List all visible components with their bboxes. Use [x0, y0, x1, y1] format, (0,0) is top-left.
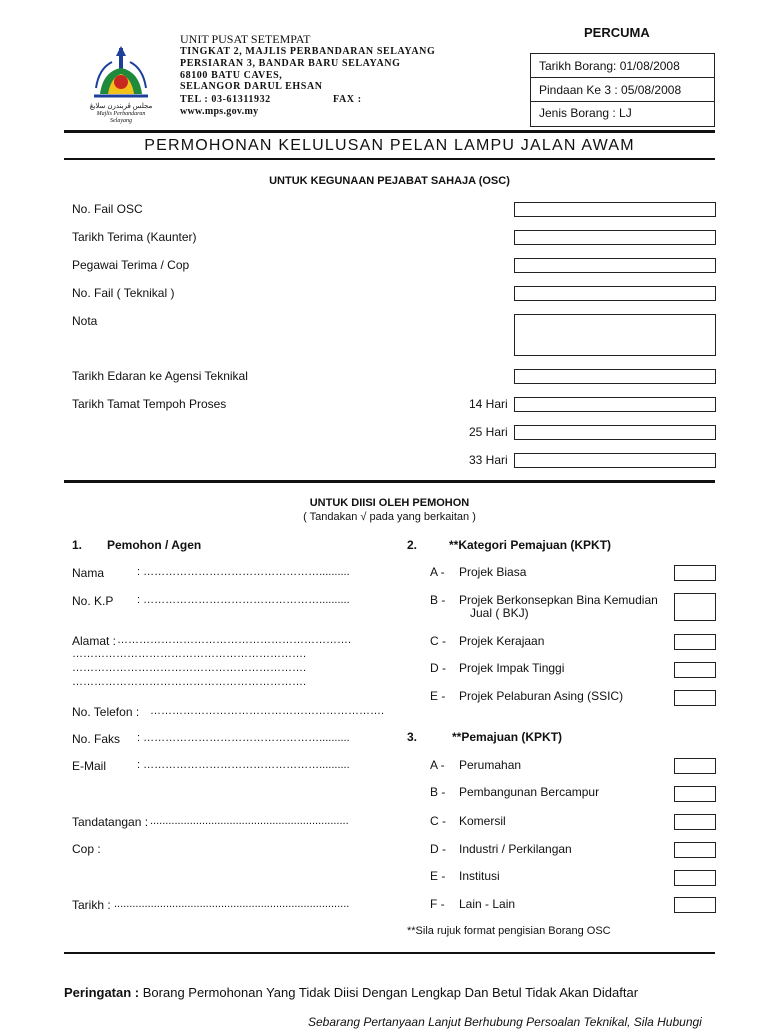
pemajuan-c-checkbox[interactable]	[674, 814, 716, 830]
pemajuan-e-code: E -	[430, 869, 446, 883]
form-type: Jenis Borang : LJ	[539, 106, 632, 120]
pemajuan-e-label: Institusi	[459, 869, 500, 883]
form-revision: Pindaan Ke 3 : 05/08/2008	[531, 78, 714, 102]
pemajuan-d-code: D -	[430, 842, 446, 856]
date-field[interactable]: .............................................................................	[114, 898, 350, 910]
fax-label: No. Faks	[72, 732, 121, 746]
website: www.mps.gov.my	[180, 106, 259, 117]
osc-file-label: No. Fail OSC	[72, 202, 143, 216]
address-field-3[interactable]: ……………………………………………………….	[72, 662, 307, 674]
applicant-heading: UNTUK DIISI OLEH PEMOHON	[309, 497, 470, 509]
form-date: Tarikh Borang: 01/08/2008	[531, 54, 714, 78]
section-1-title: Pemohon / Agen	[107, 538, 202, 552]
kpkt-d-code: D -	[430, 661, 446, 675]
pemajuan-f-checkbox[interactable]	[674, 897, 716, 913]
applicant-subheading: ( Tandakan √ pada yang berkaitan )	[303, 511, 476, 523]
page-title: PERMOHONAN KELULUSAN PELAN LAMPU JALAN AWAM	[144, 137, 635, 154]
logo-caption: Majlis Perbandaran Selayang	[96, 111, 146, 124]
kpkt-b-code: B -	[430, 593, 446, 607]
email-label: E-Mail	[72, 759, 107, 773]
pemajuan-d-label: Industri / Perkilangan	[459, 842, 572, 856]
section-2-number: 2.	[407, 538, 418, 552]
signature-label: Tandatangan :	[72, 815, 149, 829]
kpkt-c-checkbox[interactable]	[674, 634, 716, 650]
logo	[88, 44, 154, 124]
warning-line	[64, 985, 638, 1000]
section-1-number: 1.	[72, 538, 83, 552]
pemajuan-c-code: C -	[430, 814, 446, 828]
osc-format-note: **Sila rujuk format pengisian Borang OSC	[407, 925, 611, 937]
address-field-1[interactable]: ……………………………………………………….	[117, 634, 352, 646]
hari-33-label: 33 Hari	[469, 453, 508, 467]
form-meta-box	[530, 53, 715, 127]
date-label: Tarikh :	[72, 898, 111, 912]
kpkt-d-label: Projek Impak Tinggi	[459, 661, 565, 675]
pemajuan-f-code: F -	[430, 897, 445, 911]
name-label: Nama	[72, 566, 105, 580]
address-field-4[interactable]: ……………………………………………………….	[72, 676, 307, 688]
fax-field[interactable]: : …………………………………………..........	[137, 732, 350, 744]
ic-label: No. K.P	[72, 594, 114, 608]
kpkt-a-code: A -	[430, 565, 445, 579]
pemajuan-b-label: Pembangunan Bercampur	[459, 785, 600, 799]
email-field[interactable]: : …………………………………………..........	[137, 759, 350, 771]
hari-14-label: 14 Hari	[469, 397, 508, 411]
divider	[64, 158, 715, 160]
address-field-2[interactable]: ……………………………………………………….	[72, 648, 307, 660]
council-crest-icon	[88, 44, 154, 100]
pemajuan-a-code: A -	[430, 758, 445, 772]
ic-field[interactable]: : …………………………………………..........	[137, 594, 350, 606]
kpkt-e-label: Projek Pelaburan Asing (SSIC)	[459, 689, 624, 703]
pemajuan-a-label: Perumahan	[459, 758, 522, 772]
section-3-number: 3.	[407, 730, 418, 744]
warning-label: Peringatan :	[64, 985, 140, 1000]
kpkt-c-label: Projek Kerajaan	[459, 634, 545, 648]
process-end-label: Tarikh Tamat Tempoh Proses	[72, 397, 227, 411]
kpkt-d-checkbox[interactable]	[674, 662, 716, 678]
warning-text: Borang Permohonan Yang Tidak Diisi Dengan Lengkap Dan Betul Tidak Akan Didaftar	[142, 985, 639, 1000]
pemajuan-e-checkbox[interactable]	[674, 870, 716, 886]
signature-field[interactable]: .................................................................	[150, 815, 349, 827]
distribution-date-field[interactable]	[514, 369, 716, 384]
counter-date-field[interactable]	[514, 230, 716, 245]
officer-field[interactable]	[514, 258, 716, 273]
phone-field[interactable]: ……………………………………………………….	[150, 705, 385, 717]
distribution-date-label: Tarikh Edaran ke Agensi Teknikal	[72, 369, 248, 383]
pemajuan-d-checkbox[interactable]	[674, 842, 716, 858]
kpkt-a-checkbox[interactable]	[674, 565, 716, 581]
logo-caption-arabic: مجلس ڤربندرن سلايڠ	[89, 103, 153, 110]
kpkt-b-label-line2: Jual ( BKJ)	[470, 606, 529, 620]
divider	[64, 130, 715, 133]
officer-label: Pegawai Terima / Cop	[72, 258, 190, 272]
kpkt-b-checkbox[interactable]	[674, 593, 716, 621]
stamp-label: Cop :	[72, 842, 101, 856]
address-line-2: PERSIARAN 3, BANDAR BARU SELAYANG	[180, 58, 401, 69]
section-3-title: **Pemajuan (KPKT)	[452, 730, 563, 744]
notes-label: Nota	[72, 314, 98, 328]
pemajuan-f-label: Lain - Lain	[459, 897, 516, 911]
divider	[64, 952, 715, 954]
percuma-label: PERCUMA	[584, 25, 650, 40]
name-field[interactable]: : …………………………………………..........	[137, 566, 350, 578]
phone-label: No. Telefon :	[72, 705, 140, 719]
hari-14-field[interactable]	[514, 397, 716, 412]
address-line-3: 68100 BATU CAVES,	[180, 70, 283, 81]
technical-file-label: No. Fail ( Teknikal )	[72, 286, 175, 300]
hari-25-label: 25 Hari	[469, 425, 508, 439]
section-2-title: **Kategori Pemajuan (KPKT)	[449, 538, 612, 552]
unit-name: UNIT PUSAT SETEMPAT	[180, 32, 311, 46]
office-heading: UNTUK KEGUNAAN PEJABAT SAHAJA (OSC)	[269, 175, 510, 187]
osc-file-field[interactable]	[514, 202, 716, 217]
kpkt-b-label: Projek Berkonsepkan Bina Kemudian	[459, 593, 658, 607]
pemajuan-b-checkbox[interactable]	[674, 786, 716, 802]
pemajuan-b-code: B -	[430, 785, 446, 799]
kpkt-a-label: Projek Biasa	[459, 565, 527, 579]
technical-file-field[interactable]	[514, 286, 716, 301]
tel-number: TEL : 03-61311932	[180, 94, 271, 105]
hari-33-field[interactable]	[514, 453, 716, 468]
kpkt-e-code: E -	[430, 689, 446, 703]
contact-note: Sebarang Pertanyaan Lanjut Berhubung Persoalan Teknikal, Sila Hubungi	[308, 1015, 702, 1029]
pemajuan-c-label: Komersil	[459, 814, 506, 828]
counter-date-label: Tarikh Terima (Kaunter)	[72, 230, 197, 244]
divider	[64, 480, 715, 483]
address-line-1: TINGKAT 2, MAJLIS PERBANDARAN SELAYANG	[180, 46, 436, 57]
notes-field[interactable]	[514, 314, 716, 356]
pemajuan-a-checkbox[interactable]	[674, 758, 716, 774]
address-line-4: SELANGOR DARUL EHSAN	[180, 81, 323, 92]
fax-number: FAX :	[333, 94, 362, 105]
kpkt-e-checkbox[interactable]	[674, 690, 716, 706]
kpkt-c-code: C -	[430, 634, 446, 648]
hari-25-field[interactable]	[514, 425, 716, 440]
address-label: Alamat :	[72, 634, 117, 648]
